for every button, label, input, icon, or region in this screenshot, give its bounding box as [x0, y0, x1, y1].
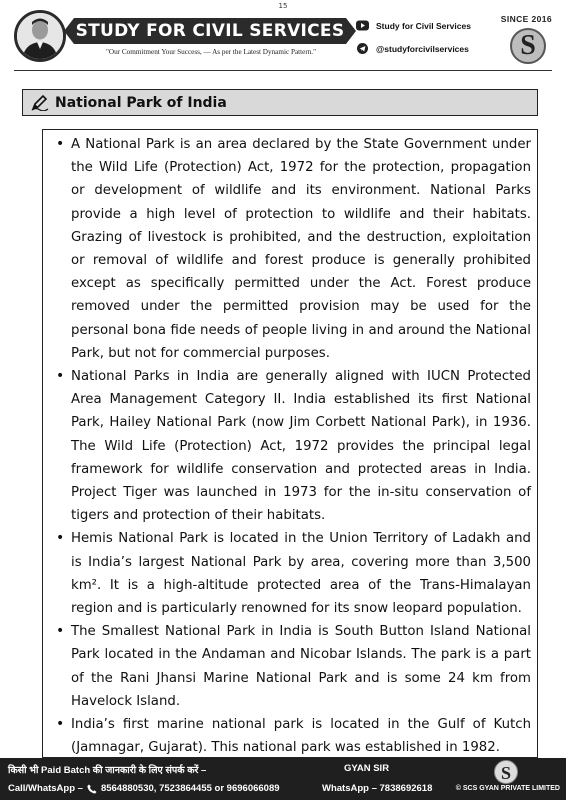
avatar: [14, 10, 66, 62]
section-title: National Park of India: [55, 94, 227, 111]
section-heading: [22, 89, 538, 116]
brand-title: STUDY FOR CIVIL SERVICES: [74, 18, 346, 44]
call-numbers[interactable]: 8564880530, 7523864455 or 9696066089: [100, 783, 280, 794]
call-label: Call/WhatsApp –: [8, 783, 83, 794]
list-item: • India’s first marine national park is located in the Gulf of Kutch (Jamnagar, Gujarat). This national park was established in 1982.: [71, 713, 531, 758]
telegram-link[interactable]: [356, 43, 469, 54]
list-item: • Hemis National Park is located in the Union Territory of Ladakh and is India’s largest National Park by area, covering more than 3,500 km². It is a high-altitude protected area of the Trans-Himalayan region and is particularly renowned for its snow leopard population.: [71, 527, 531, 620]
phone-icon: [87, 784, 97, 794]
footer-name: GYAN SIR: [344, 763, 390, 774]
footer: [0, 758, 566, 800]
bullet-list: [43, 130, 537, 758]
list-item: • The Smallest National Park in India is South Button Island National Park located in the Andaman and Nicobar Islands. The park is a part of the Rani Jhansi Marine National Park and is some 24 km from Havelock Island.: [71, 620, 531, 713]
list-item: • A National Park is an area declared by the State Government under the Wild Life (Protection) Act, 1972 for the protection, propagation or development of wildlife and its environment. National Parks provide a high level of protection to wildlife and their habitats. Grazing of livestock is prohibited, and the destruction, exploitation or removal of wildlife and forest produce is generally prohibited except as specifically permitted under the Act. Forest produce removed under the permitted provision may be used for the personal bona fide needs of people living in and around the National Park, but not for commercial purposes.: [71, 133, 531, 365]
youtube-label: Study for Civil Services: [376, 20, 471, 31]
pen-icon: [31, 95, 49, 111]
brand-logo: S: [510, 28, 546, 64]
footer-contact: [8, 783, 280, 794]
content-box: [42, 129, 538, 758]
since-badge: SINCE 2016: [500, 14, 552, 24]
header-divider: [14, 70, 552, 71]
telegram-label: @studyforcivilservices: [376, 43, 469, 54]
footer-hindi-line: किसी भी Paid Batch की जानकारी के लिए संपर्क करें –: [8, 765, 207, 776]
page-number: 15: [278, 2, 288, 10]
header: [0, 6, 566, 66]
tagline: "Our Commitment Your Success, — As per the Latest Dynamic Pattern.": [105, 48, 317, 56]
footer-copyright: © SCS GYAN PRIVATE LIMITED: [455, 785, 560, 792]
telegram-icon: [356, 43, 369, 54]
list-item: • National Parks in India are generally aligned with IUCN Protected Area Management Category II. India established its first National Park, Hailey National Park (now Jim Corbett National Park), in 1936. The Wild Life (Protection) Act, 1972 provides the principal legal framework for wildlife conservation and protected areas in India. Project Tiger was launched in 1973 for the in-situ conservation of tigers and protection of their habitats.: [71, 365, 531, 527]
footer-whatsapp[interactable]: WhatsApp – 7838692618: [322, 783, 433, 794]
youtube-icon: [356, 20, 369, 31]
footer-logo: S: [494, 760, 518, 784]
youtube-link[interactable]: [356, 20, 471, 31]
